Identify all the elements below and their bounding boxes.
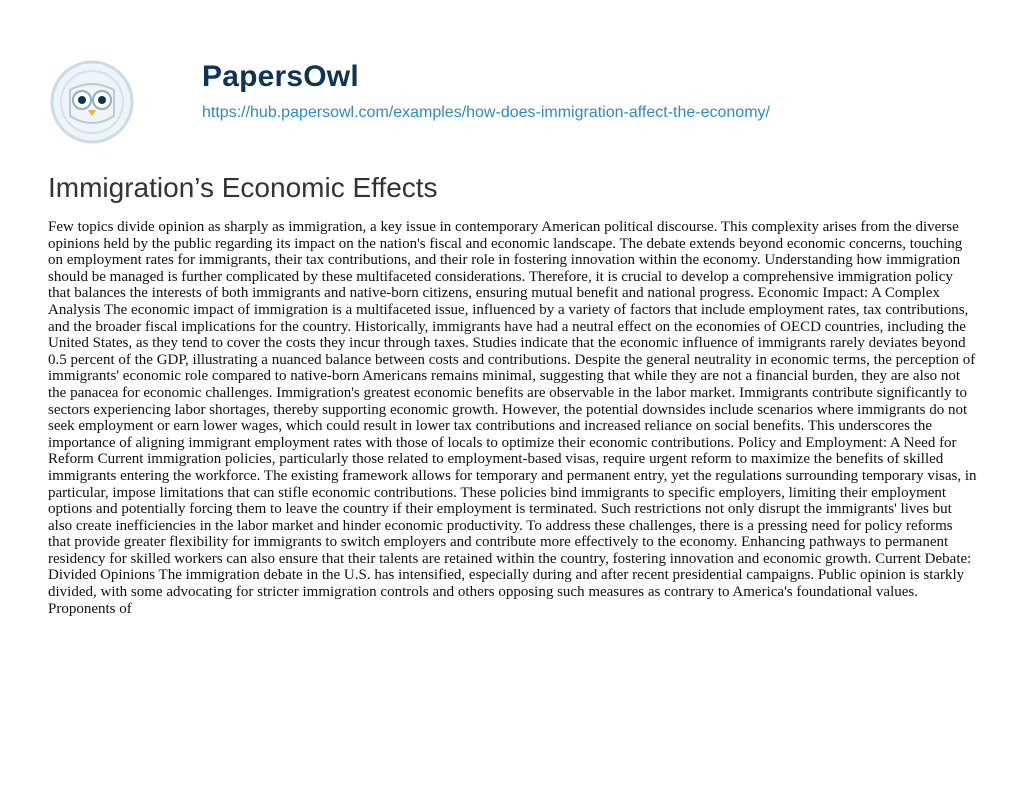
owl-logo-icon[interactable] bbox=[50, 60, 134, 144]
document-title: Immigration’s Economic Effects bbox=[48, 172, 438, 203]
site-header bbox=[50, 60, 990, 140]
source-url-link[interactable]: https://hub.papersowl.com/examples/how-does-immigration-affect-the-economy/ bbox=[202, 104, 770, 121]
document-body: Few topics divide opinion as sharply as immigration, a key issue in contemporary American political discourse. This complexity arises from the diverse opinions held by the public regarding its impact on the nation's fiscal and economic landscape. The debate extends beyond economic concerns, touching on employment rates for immigrants, their tax contributions, and their role in fostering innovation within the economy. Understanding how immigration should be managed is further complicated by these multifaceted considerations. Therefore, it is crucial to develop a comprehensive immigration policy that balances the interests of both immigrants and native-born citizens, ensuring mutual benefit and national progress. Economic Impact: A Complex Analysis The economic impact of immigration is a multifaceted issue, influenced by a variety of factors that include employment rates, tax contributions, and the broader fiscal implications for the country. Historically, immigrants have had a neutral effect on the economies of OECD countries, including the United States, as they tend to cover the costs they incur through taxes. Studies indicate that the economic influence of immigrants rarely deviates beyond 0.5 percent of the GDP, illustrating a nuanced balance between costs and contributions. Despite the general neutrality in economic terms, the perception of immigrants' economic role compared to native-born Americans remains minimal, suggesting that while they are not a financial burden, they are also not the panacea for economic challenges. Immigration's greatest economic benefits are observable in the labor market. Immigrants contribute significantly to sectors experiencing labor shortages, thereby supporting economic growth. However, the potential downsides include scenarios where immigrants do not seek employment or earn lower wages, which could result in lower tax contributions and increased reliance on social benefits. This underscores the importance of aligning immigrant employment rates with those of locals to optimize their economic contributions. Policy and Employment: A Need for Reform Current immigration policies, particularly those related to employment-based visas, require urgent reform to maximize the benefits of skilled immigrants entering the workforce. The existing framework allows for temporary and permanent entry, yet the regulations surrounding temporary visas, in particular, impose limitations that can stifle economic contributions. These policies bind immigrants to specific employers, limiting their employment options and potentially forcing them to leave the country if their employment is terminated. Such restrictions not only disrupt the immigrants' lives but also create inefficiencies in the labor market and hinder economic productivity. To address these challenges, there is a pressing need for policy reforms that provide greater flexibility for immigrants to switch employers and contribute more effectively to the economy. Enhancing pathways to permanent residency for skilled workers can also ensure that their talents are retained within the country, fostering innovation and economic growth. Current Debate: Divided Opinions The immigration debate in the U.S. has intensified, especially during and after recent presidential campaigns. Public opinion is starkly divided, with some advocating for stricter immigration controls and others opposing such measures as contrary to America's foundational values. Proponents of bbox=[48, 219, 977, 617]
brand-name[interactable]: PapersOwl bbox=[202, 60, 359, 93]
